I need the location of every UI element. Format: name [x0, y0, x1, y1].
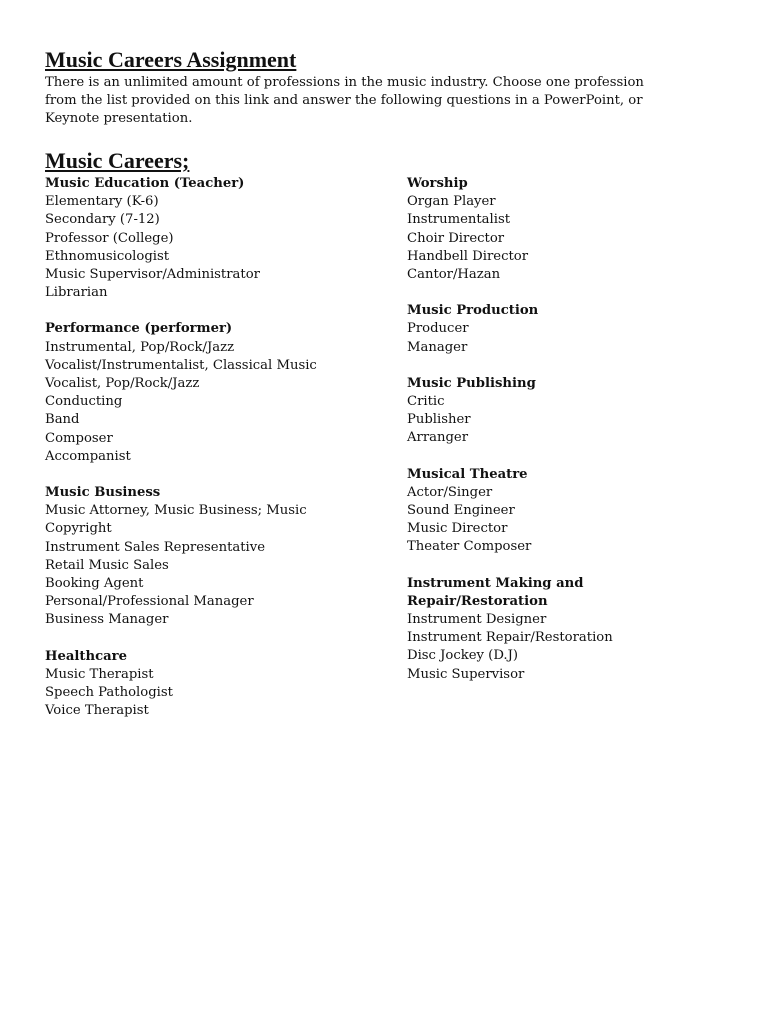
- career-item: Business Manager: [45, 612, 169, 628]
- career-item: Voice Therapist: [45, 703, 149, 719]
- left-career-column: [45, 175, 395, 738]
- career-section-heading: Music Publishing: [407, 375, 536, 391]
- career-item: Manager: [407, 339, 468, 355]
- career-item: Actor/Singer: [407, 484, 493, 500]
- career-item: Accompanist: [45, 448, 131, 464]
- career-section-heading: Musical Theatre: [407, 466, 528, 482]
- career-item: Secondary (7-12): [45, 212, 160, 228]
- career-section-heading: Healthcare: [45, 648, 127, 664]
- career-item: Speech Pathologist: [45, 685, 173, 701]
- intro-line: Keynote presentation.: [45, 111, 193, 126]
- career-item: Elementary (K-6): [45, 194, 159, 210]
- career-item: Composer: [45, 430, 113, 446]
- career-item: Booking Agent: [45, 576, 144, 592]
- career-item: Disc Jockey (D.J): [407, 648, 519, 664]
- career-item: Personal/Professional Manager: [45, 594, 254, 610]
- career-item: Theater Composer: [407, 539, 532, 555]
- career-section: [45, 175, 395, 302]
- career-section: [407, 302, 727, 357]
- career-item: Publisher: [407, 412, 471, 428]
- career-item: Arranger: [407, 430, 469, 446]
- career-item: Librarian: [45, 285, 108, 301]
- career-item: Organ Player: [407, 194, 496, 210]
- career-section: [407, 175, 727, 284]
- career-section-heading: Worship: [407, 176, 468, 191]
- career-item: Instrumentalist: [407, 212, 511, 228]
- career-item: Instrumental, Pop/Rock/Jazz: [45, 339, 235, 355]
- career-item: Ethnomusicologist: [45, 248, 170, 264]
- career-section: [45, 320, 395, 466]
- career-section: [45, 484, 395, 630]
- career-item: Producer: [407, 321, 469, 337]
- career-item: Vocalist/Instrumentalist, Classical Music: [45, 357, 317, 373]
- career-item: Cantor/Hazan: [407, 267, 501, 283]
- career-item: Band: [45, 412, 80, 428]
- career-item: Professor (College): [45, 230, 174, 246]
- career-item: Music Therapist: [45, 666, 154, 682]
- career-item: Choir Director: [407, 230, 505, 246]
- career-section-heading: Music Business: [45, 485, 161, 501]
- career-section-heading: Performance (performer): [45, 321, 233, 337]
- career-item: Instrument Designer: [407, 612, 547, 628]
- document-title: Music Careers Assignment: [45, 47, 297, 72]
- career-section: [407, 375, 727, 448]
- career-item: Vocalist, Pop/Rock/Jazz: [45, 376, 200, 392]
- career-item: Critic: [407, 394, 445, 410]
- intro-paragraph: [45, 74, 730, 128]
- careers-heading: Music Careers;: [45, 148, 190, 173]
- document-page: [45, 46, 735, 735]
- career-item: Sound Engineer: [407, 503, 515, 519]
- careers-columns: [45, 175, 735, 735]
- career-section: [407, 575, 727, 684]
- intro-line: from the list provided on this link and answer the following questions in a PowerPoint, or: [45, 93, 643, 108]
- career-item: Instrument Sales Representative: [45, 539, 266, 555]
- career-item: Music Supervisor: [407, 666, 525, 682]
- career-section-heading: Repair/Restoration: [407, 593, 548, 609]
- right-career-column: [407, 175, 727, 702]
- career-section-heading: Music Production: [407, 303, 539, 319]
- career-item: Conducting: [45, 394, 123, 410]
- career-section: [407, 466, 727, 557]
- career-section: [45, 648, 395, 721]
- career-item: Retail Music Sales: [45, 557, 169, 573]
- career-item: Music Supervisor/Administrator: [45, 267, 260, 283]
- career-item: Music Director: [407, 521, 508, 537]
- career-item: Copyright: [45, 521, 112, 537]
- career-section-heading: Music Education (Teacher): [45, 176, 245, 191]
- career-item: Instrument Repair/Restoration: [407, 630, 613, 646]
- career-item: Handbell Director: [407, 248, 528, 264]
- career-section-heading: Instrument Making and: [407, 575, 584, 591]
- career-item: Music Attorney, Music Business; Music: [45, 503, 307, 519]
- intro-line: There is an unlimited amount of professions in the music industry. Choose one profession: [45, 75, 644, 90]
